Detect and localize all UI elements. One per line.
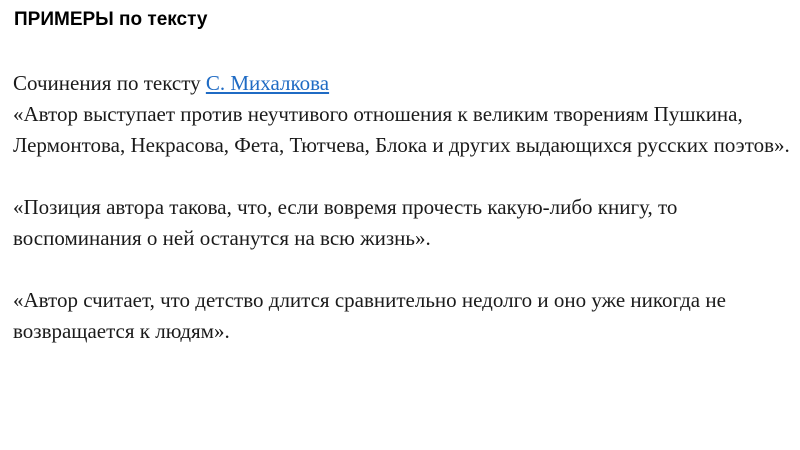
- example-paragraph-1: «Автор выступает против неучтивого отношения к великим творениям Пушкина, Лермонтова, Некрасова, Фета, Тютчева, Блока и других выдающихся русских поэтов».: [13, 102, 790, 157]
- intro-prefix: Сочинения по тексту: [13, 71, 206, 95]
- intro-line: [13, 68, 793, 99]
- example-paragraph-2: «Позиция автора такова, что, если вовремя прочесть какую-либо книгу, то воспоминания о ней останутся на всю жизнь».: [13, 195, 678, 250]
- author-link[interactable]: С. Михалкова: [205, 71, 330, 95]
- slide-content: [13, 68, 793, 347]
- example-paragraph-3: «Автор считает, что детство длится сравнительно недолго и оно уже никогда не возвращается к людям».: [13, 288, 726, 343]
- slide-title: ПРИМЕРЫ по тексту: [14, 9, 208, 30]
